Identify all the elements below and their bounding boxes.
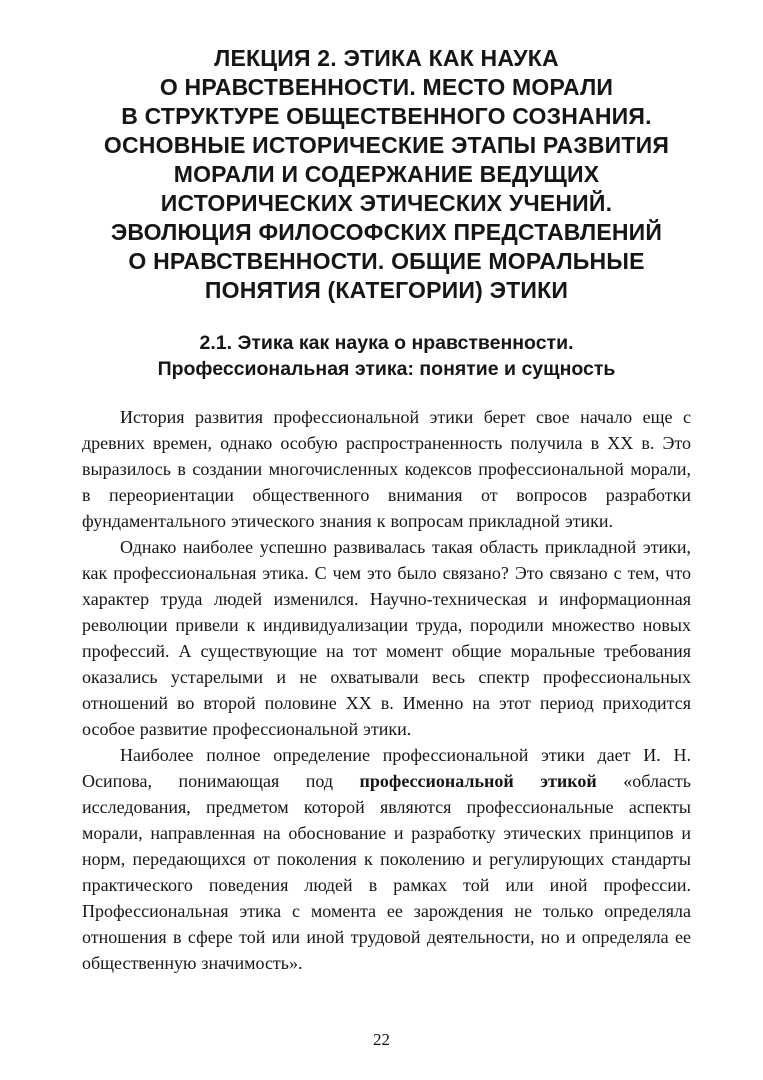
text-run: Однако наиболее успешно развивалась такая область прикладной этики, как профессиональная этика. С чем это было связано? Это связано с тем, что характер труда людей изменился. Научно-техническая и информационная революции привели к индивидуализации труда, породили множество новых профессий. А существующие на тот момент общие моральные требования оказались устарелыми и не охватывали весь спектр профессиональных отношений во второй половине XX в. Именно на этот период приходится особое развитие профессиональной этики. [82,537,691,739]
paragraph [82,534,691,742]
text-run: Наиболее полное определение профессиональной этики дает И. Н. Осипова, понимающая под [82,745,691,791]
paragraph [82,404,691,534]
paragraph [82,742,691,976]
text-run: История развития профессиональной этики берет свое начало еще с древних времен, однако особую распространенность получила в XX в. Это выразилось в создании многочисленных кодексов профессиональной морали, в переориентации общественного внимания от вопросов разработки фундаментального этического знания к вопросам прикладной этики. [82,407,691,531]
text-run: «область исследования, предметом которой являются профессиональные аспекты морали, направленная на обоснование и разработку этических принципов и норм, передающихся от поколения к поколению и регулирующих стандарты практического поведения людей в рамках той или иной профессии. Профессиональная этика с момента ее зарождения не только определяла отношения в сфере той или иной трудовой деятельности, но и определяла ее общественную значимость». [82,771,692,973]
lecture-title: ЛЕКЦИЯ 2. ЭТИКА КАК НАУКА О НРАВСТВЕННОСТИ. МЕСТО МОРАЛИ В СТРУКТУРЕ ОБЩЕСТВЕННОГО СОЗНАНИЯ. ОСНОВНЫЕ ИСТОРИЧЕСКИЕ ЭТАПЫ РАЗВИТИЯ МОРАЛИ И СОДЕРЖАНИЕ ВЕДУЩИХ ИСТОРИЧЕСКИХ ЭТИЧЕСКИХ УЧЕНИЙ. ЭВОЛЮЦИЯ ФИЛОСОФСКИХ ПРЕДСТАВЛЕНИЙ О НРАВСТВЕННОСТИ. ОБЩИЕ МОРАЛЬНЫЕ ПОНЯТИЯ (КАТЕГОРИИ) ЭТИКИ [103,45,670,303]
body-text [82,404,691,976]
section-heading: 2.1. Этика как наука о нравственности. Профессиональная этика: понятие и сущность [157,332,616,380]
page-number: 22 [373,1030,390,1049]
bold-term: профессиональной этикой [359,771,597,791]
